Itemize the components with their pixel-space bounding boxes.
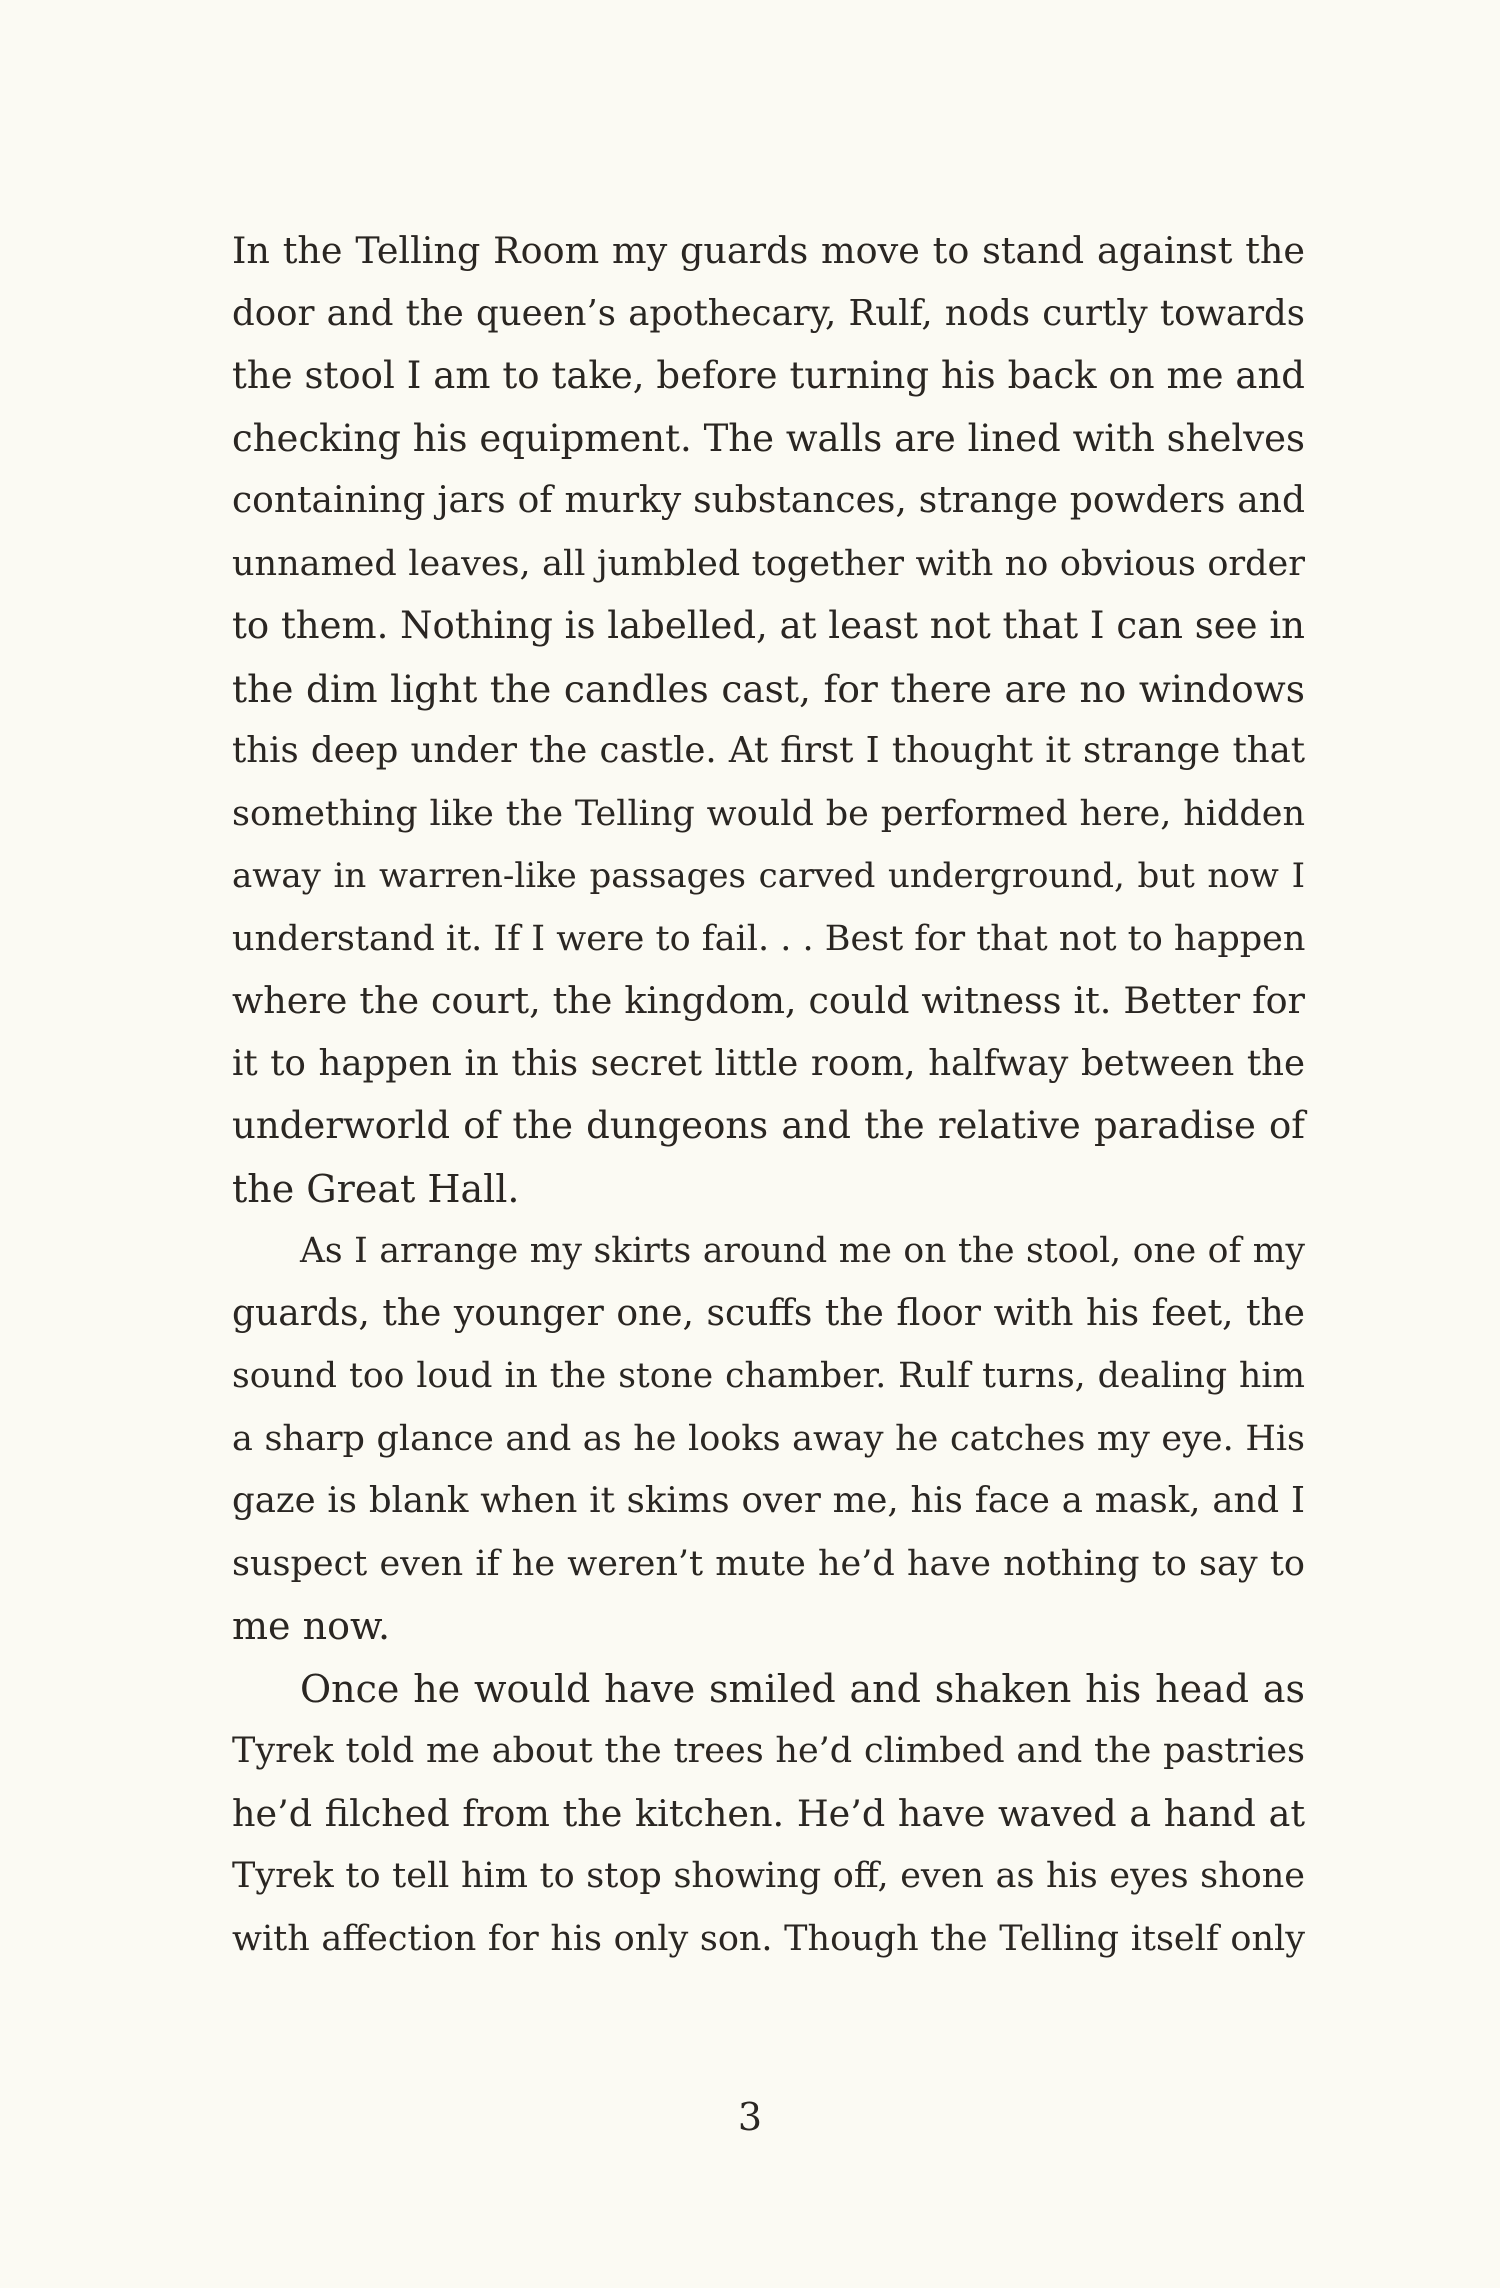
text-line: In the Telling Room my guards move to stand against the bbox=[232, 229, 1305, 272]
text-line: he’d filched from the kitchen. He’d have waved a hand at bbox=[232, 1791, 1305, 1835]
text-line: with affection for his only son. Though the Telling itself only bbox=[232, 1918, 1305, 1959]
text-line: suspect even if he weren’t mute he’d have nothing to say to bbox=[232, 1543, 1305, 1584]
text-line: underworld of the dungeons and the relative paradise of bbox=[232, 1104, 1305, 1147]
body-text bbox=[232, 220, 1305, 1970]
text-line: where the court, the kingdom, could witness it. Better for bbox=[232, 979, 1305, 1022]
text-line: it to happen in this secret little room, halfway between the bbox=[232, 1042, 1305, 1084]
text-line: checking his equipment. The walls are lined with shelves bbox=[232, 416, 1305, 460]
text-line: the stool I am to take, before turning his back on me and bbox=[232, 354, 1305, 397]
text-line: away in warren-like passages carved underground, but now I bbox=[232, 856, 1305, 896]
text-line: gaze is blank when it skims over me, his face a mask, and I bbox=[232, 1480, 1305, 1521]
text-line: guards, the younger one, scuffs the floor with his feet, the bbox=[232, 1292, 1305, 1334]
text-line: unnamed leaves, all jumbled together with no obvious order bbox=[232, 543, 1305, 584]
text-line: Tyrek told me about the trees he’d climbed and the pastries bbox=[232, 1731, 1305, 1771]
text-line-last: me now. bbox=[232, 1604, 391, 1648]
text-line: door and the queen’s apothecary, Rulf, nods curtly towards bbox=[232, 292, 1305, 334]
text-line: a sharp glance and as he looks away he catches my eye. His bbox=[232, 1418, 1305, 1459]
text-line-indented: Once he would have smiled and shaken his head as bbox=[300, 1666, 1305, 1711]
text-line: sound too loud in the stone chamber. Rulf turns, dealing him bbox=[232, 1356, 1305, 1396]
text-line: Tyrek to tell him to stop showing off, even as his eyes shone bbox=[232, 1856, 1305, 1896]
text-line: this deep under the castle. At first I thought it strange that bbox=[232, 730, 1305, 771]
text-line: to them. Nothing is labelled, at least not that I can see in bbox=[232, 604, 1305, 647]
text-line: understand it. If I were to fail. . . Best for that not to happen bbox=[232, 918, 1306, 959]
text-line-indented: As I arrange my skirts around me on the stool, one of my bbox=[300, 1231, 1305, 1271]
text-line: containing jars of murky substances, strange powders and bbox=[232, 480, 1305, 521]
text-line: something like the Telling would be performed here, hidden bbox=[232, 793, 1305, 834]
text-line-last: the Great Hall. bbox=[232, 1166, 520, 1211]
text-line: the dim light the candles cast, for there are no windows bbox=[232, 666, 1305, 711]
page-number: 3 bbox=[737, 2095, 763, 2139]
